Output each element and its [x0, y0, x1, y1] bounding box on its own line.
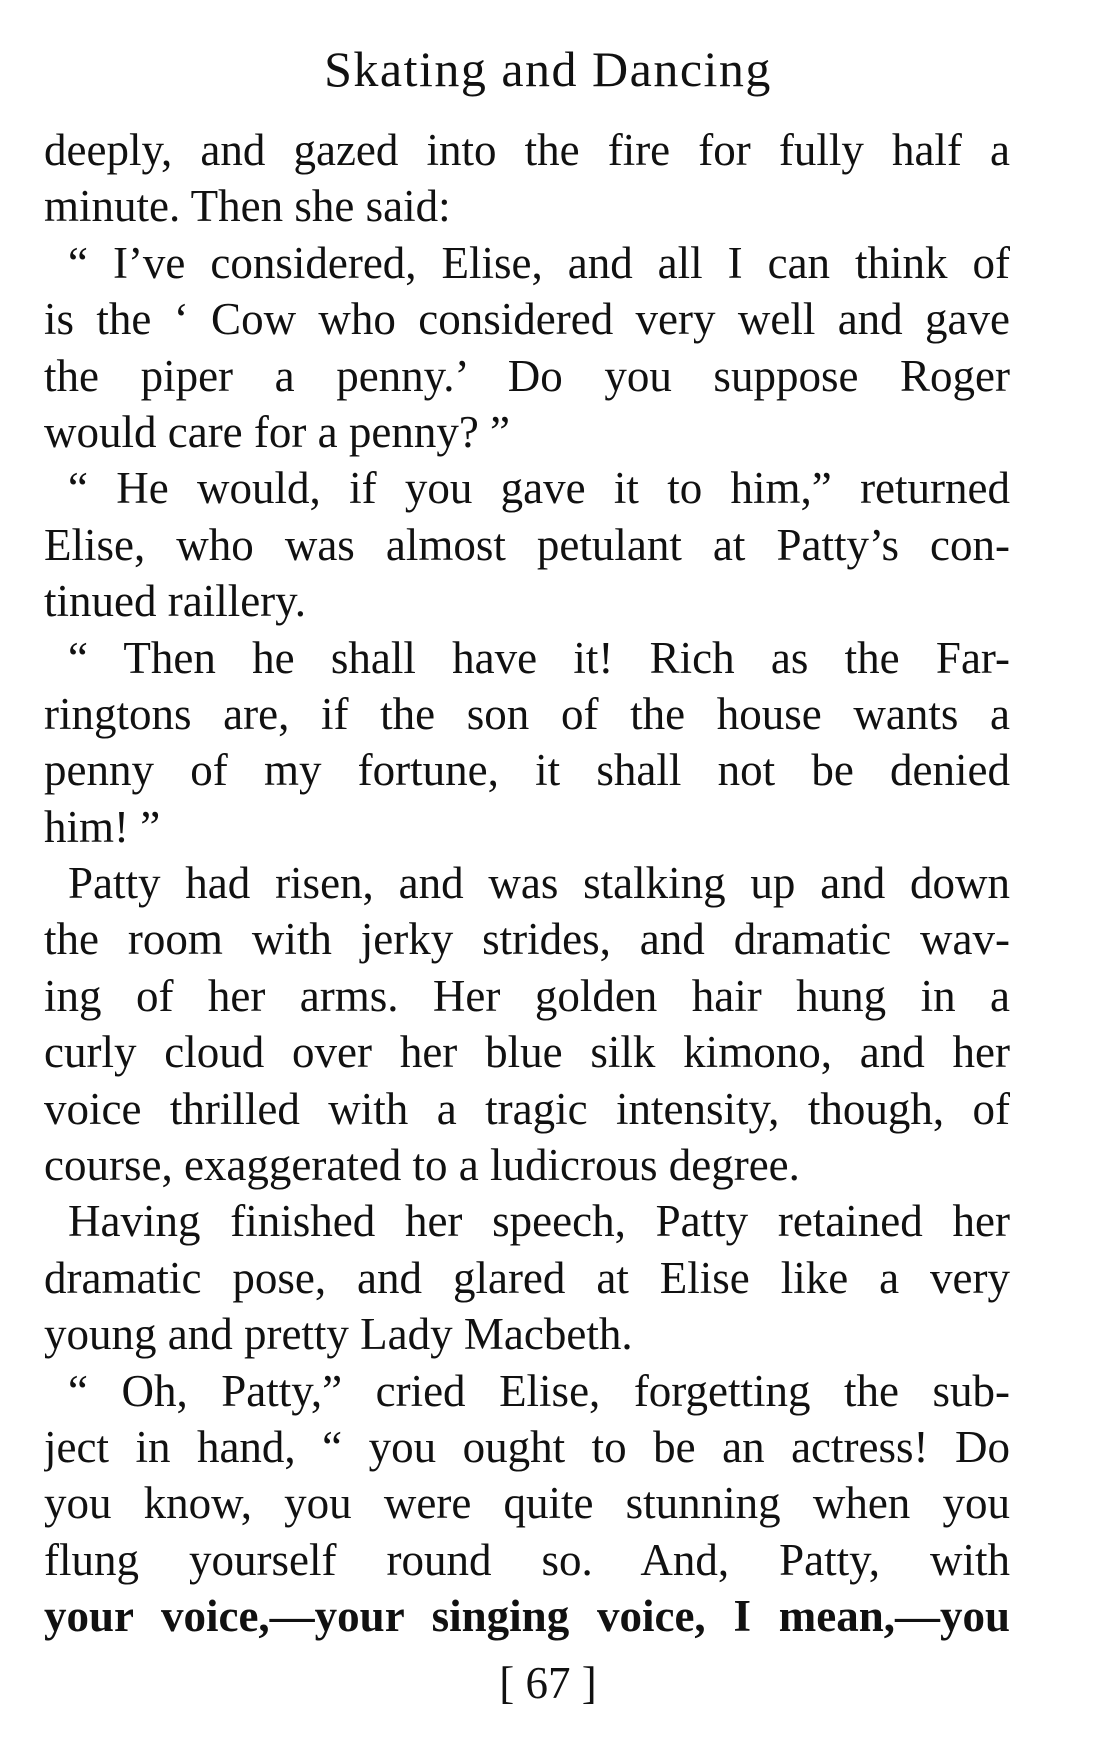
text-line: penny of my fortune, it shall not be denied — [44, 745, 1010, 796]
text-line: deeply, and gazed into the fire for fully half a — [44, 125, 1010, 175]
text-line: “ I’ve considered, Elise, and all I can think of — [68, 237, 1010, 288]
text-line: the room with jerky strides, and dramatic wav- — [44, 914, 1010, 965]
text-line: ringtons are, if the son of the house wants a — [44, 688, 1010, 739]
text-line: ing of her arms. Her golden hair hung in a — [44, 970, 1010, 1021]
text-line: “ Then he shall have it! Rich as the Far- — [68, 632, 1010, 683]
text-line: your voice,—your singing voice, I mean,—you — [44, 1591, 1010, 1642]
text-line: flung yourself round so. And, Patty, with — [44, 1534, 1010, 1585]
text-line: him! ” — [44, 801, 161, 852]
text-line: you know, you were quite stunning when you — [44, 1478, 1010, 1529]
text-line: Patty had risen, and was stalking up and down — [68, 858, 1010, 909]
text-line: voice thrilled with a tragic intensity, though, of — [44, 1083, 1010, 1134]
page-number: [ 67 ] — [499, 1658, 597, 1708]
running-head: Skating and Dancing — [324, 41, 772, 97]
text-line: is the ‘ Cow who considered very well and gave — [44, 294, 1010, 345]
text-line: “ He would, if you gave it to him,” returned — [68, 463, 1010, 514]
text-line: minute. Then she said: — [44, 181, 451, 232]
body-text — [44, 122, 1010, 1645]
text-line: dramatic pose, and glared at Elise like a very — [44, 1252, 1010, 1303]
text-line: course, exaggerated to a ludicrous degree. — [44, 1140, 800, 1191]
text-line: the piper a penny.’ Do you suppose Roger — [44, 350, 1010, 401]
text-line: Elise, who was almost petulant at Patty’s con- — [44, 519, 1010, 570]
text-line: ject in hand, “ you ought to be an actress! Do — [44, 1421, 1010, 1472]
text-line: curly cloud over her blue silk kimono, and her — [44, 1027, 1010, 1078]
text-line: “ Oh, Patty,” cried Elise, forgetting the sub- — [68, 1365, 1010, 1416]
text-line: Having finished her speech, Patty retained her — [68, 1196, 1010, 1247]
text-line: tinued raillery. — [44, 576, 306, 627]
text-line: would care for a penny? ” — [44, 406, 511, 457]
text-line: young and pretty Lady Macbeth. — [44, 1309, 633, 1360]
